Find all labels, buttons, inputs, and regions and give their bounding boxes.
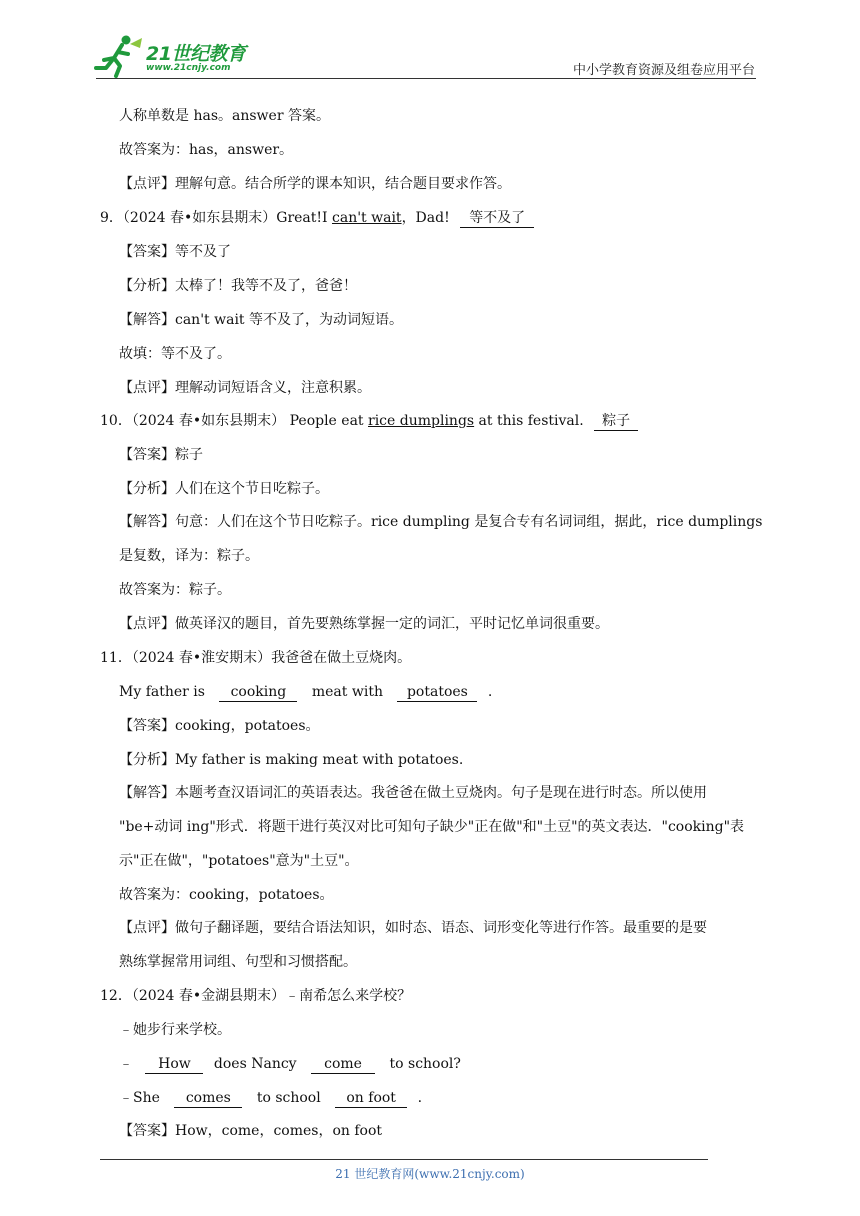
- analysis-line: 【分析】太棒了！我等不及了，爸爸！: [119, 278, 357, 294]
- dialogue-line: [119, 1054, 461, 1074]
- sentence-text: My father is: [119, 684, 205, 700]
- dialogue-line: ﹣她步行来学校。: [119, 1022, 231, 1038]
- question-10: [100, 411, 638, 431]
- answer-blank: potatoes: [397, 684, 477, 702]
- comment-line: 【点评】做句子翻译题，要结合语法知识，如时态、语态、词形变化等进行作答。最重要的是要: [119, 920, 707, 936]
- page-header: [0, 0, 860, 80]
- text-line: 故答案为：has，answer。: [119, 142, 294, 158]
- runner-logo-icon: [94, 34, 146, 78]
- solution-line: 示"正在做"，"potatoes"意为"土豆"。: [119, 853, 359, 869]
- question-11: [100, 648, 411, 668]
- answer-blank: How: [145, 1056, 203, 1074]
- comment-line: 【点评】理解动词短语含义，注意积累。: [119, 380, 371, 396]
- platform-title: 中小学教育资源及组卷应用平台: [572, 63, 755, 78]
- footer-link[interactable]: 21 世纪教育网(www.21cnjy.com): [335, 1167, 525, 1181]
- answer-line: 【答案】等不及了: [119, 244, 231, 260]
- solution-line: 【解答】句意：人们在这个节日吃粽子。rice dumpling 是复合专有名词词组，据此，rice dumplings: [119, 514, 763, 530]
- answer-blank: come: [311, 1056, 375, 1074]
- dialogue-line: [119, 1088, 422, 1108]
- sentence-text: .: [417, 1090, 423, 1106]
- question-9: [100, 208, 534, 228]
- solution-line: "be+动词 ing"形式．将题干进行英汉对比可知句子缺少"正在做"和"土豆"的英文表达．"cooking"表: [119, 819, 745, 835]
- sentence-text: ﹣She: [119, 1090, 160, 1106]
- question-number: 11．: [100, 650, 132, 666]
- text-line: 故答案为：cooking，potatoes。: [119, 887, 334, 903]
- answer-blank: comes: [174, 1090, 242, 1108]
- question-number: 10．: [100, 413, 132, 429]
- solution-line: 【解答】本题考查汉语词汇的英语表达。我爸爸在做土豆烧肉。句子是现在进行时态。所以使用: [119, 785, 707, 801]
- site-logo[interactable]: [94, 34, 264, 80]
- answer-line: 【答案】cooking，potatoes。: [119, 718, 320, 734]
- comment-line: 【点评】做英译汉的题目，首先要熟练掌握一定的词汇，平时记忆单词很重要。: [119, 616, 609, 632]
- question-text: （2024 春•如东县期末） People eat: [131, 413, 369, 429]
- underlined-phrase: rice dumplings: [368, 413, 475, 429]
- comment-line: 【点评】理解句意。结合所学的课本知识，结合题目要求作答。: [119, 176, 511, 192]
- question-number: 12．: [100, 988, 132, 1004]
- footer-divider: [100, 1159, 708, 1160]
- question-text: （2024 春•淮安期末）我爸爸在做土豆烧肉。: [131, 650, 412, 666]
- question-number: 9．: [100, 210, 123, 226]
- text-line: 故填：等不及了。: [119, 346, 231, 362]
- answer-blank: 等不及了: [460, 210, 534, 228]
- question-text: （2024 春•如东县期末）Great!I: [122, 210, 332, 226]
- analysis-line: 【分析】人们在这个节日吃粽子。: [119, 481, 329, 497]
- answer-line: 【答案】粽子: [119, 447, 203, 463]
- sentence-text: to school: [256, 1090, 321, 1106]
- question-text: at this festival.: [474, 413, 584, 429]
- solution-line: 是复数，译为：粽子。: [119, 548, 259, 564]
- question-11-sentence: [119, 682, 492, 702]
- sentence-text: to school?: [389, 1056, 461, 1072]
- question-text: ，Dad!: [401, 210, 450, 226]
- header-divider: [96, 78, 756, 79]
- answer-line: 【答案】How，come，comes，on foot: [119, 1123, 383, 1139]
- dialogue-dash: ﹣: [119, 1056, 133, 1072]
- sentence-text: .: [487, 684, 493, 700]
- analysis-line: 【分析】My father is making meat with potatoes.: [119, 752, 464, 768]
- solution-line: 【解答】can't wait 等不及了，为动词短语。: [119, 312, 404, 328]
- answer-blank: 粽子: [594, 413, 638, 431]
- answer-blank: cooking: [219, 684, 297, 702]
- underlined-phrase: can't wait: [332, 210, 402, 226]
- text-line: 人称单数是 has。answer 答案。: [119, 108, 330, 124]
- logo-url: www.21cnjy.com: [146, 63, 231, 73]
- question-12: [100, 986, 411, 1006]
- text-line: 故答案为：粽子。: [119, 582, 231, 598]
- question-text: （2024 春•金湖县期末）﹣南希怎么来学校？: [131, 988, 412, 1004]
- logo-text: 21世纪教育: [146, 43, 246, 65]
- comment-line: 熟练掌握常用词组、句型和习惯搭配。: [119, 954, 357, 970]
- sentence-text: does Nancy: [213, 1056, 297, 1072]
- answer-blank: on foot: [335, 1090, 407, 1108]
- sentence-text: meat with: [311, 684, 383, 700]
